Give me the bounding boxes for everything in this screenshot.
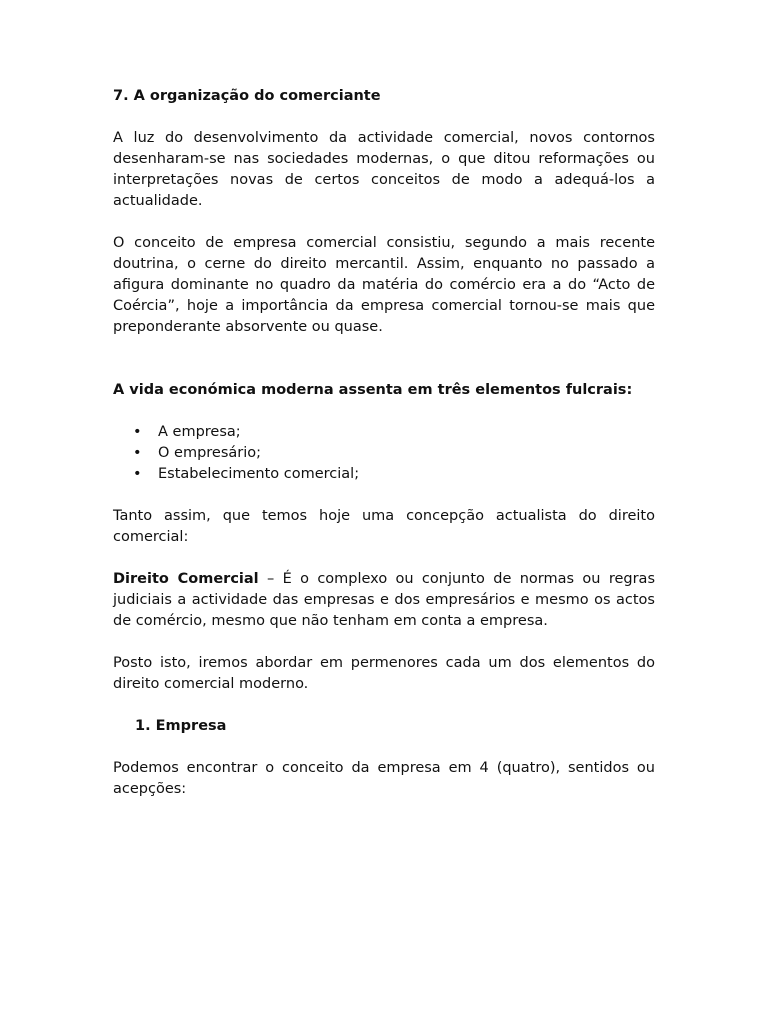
- list-item-text: A empresa;: [158, 424, 241, 440]
- concept-paragraph: O conceito de empresa comercial consistiu, segundo a mais recente doutrina, o cerne do direito mercantil. Assim, enquanto no passado a afigura dominante no quadro da matéria do comércio era a do “Acto de Coércia”, hoje a importância da empresa comercial tornou-se mais que preponderante absorvente ou quase.: [113, 235, 655, 335]
- elements-list: [113, 422, 655, 485]
- subsection-title: 1. Empresa: [135, 718, 227, 734]
- list-item-text: O empresário;: [158, 445, 262, 461]
- empresa-paragraph: Podemos encontrar o conceito da empresa em 4 (quatro), sentidos ou acepções:: [113, 760, 655, 797]
- list-item: [113, 422, 655, 443]
- document-page: [113, 86, 655, 821]
- list-item-text: Estabelecimento comercial;: [158, 466, 360, 482]
- intro-paragraph: A luz do desenvolvimento da actividade comercial, novos contornos desenharam-se nas sociedades modernas, o que ditou reformações ou interpretações novas de certos conceitos de modo a adequá-los a actualidade.: [113, 130, 655, 209]
- bullet-icon: •: [133, 466, 142, 482]
- elements-heading: A vida económica moderna assenta em três elementos fulcrais:: [113, 382, 633, 398]
- bullet-icon: •: [133, 424, 142, 440]
- definition-text: – É o complexo ou conjunto de normas ou regras judiciais a actividade das empresas e dos empresários e mesmo os actos de comércio, mesmo que não tenham em conta a empresa.: [113, 571, 655, 629]
- concept-intro-paragraph: Tanto assim, que temos hoje uma concepção actualista do direito comercial:: [113, 508, 655, 545]
- list-item: [113, 443, 655, 464]
- list-item: [113, 464, 655, 485]
- bullet-icon: •: [133, 445, 142, 461]
- posto-isto-paragraph: Posto isto, iremos abordar em permenores cada um dos elementos do direito comercial moderno.: [113, 655, 655, 692]
- definition-paragraph: [113, 569, 655, 632]
- definition-term: Direito Comercial: [113, 571, 259, 587]
- section-title: 7. A organização do comerciante: [113, 88, 381, 104]
